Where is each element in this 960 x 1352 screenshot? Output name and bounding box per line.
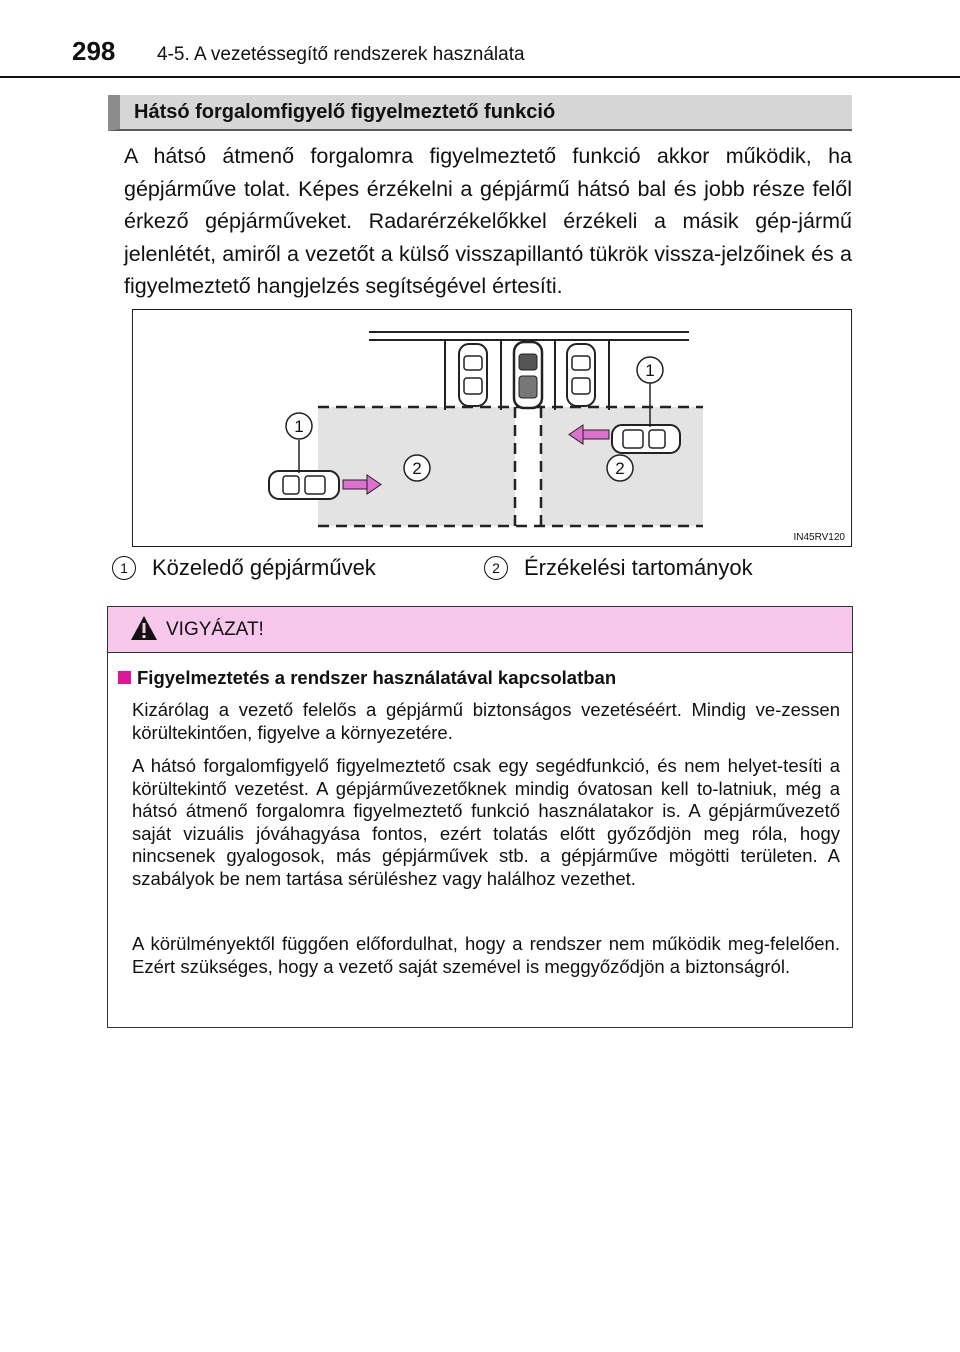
callout-1-left: 1: [294, 417, 304, 436]
warning-paragraph-1: Kizárólag a vezető felelős a gépjármű biztonságos vezetéséért. Mindig ve-zessen körültekintően, figyelve a környezetére.: [132, 699, 840, 743]
legend-item-1: [112, 555, 376, 581]
warning-box: [107, 606, 853, 1028]
rear-cross-traffic-diagram: [132, 309, 852, 547]
callout-2-right: 2: [615, 459, 625, 478]
warning-heading: [118, 667, 616, 689]
approaching-car-right: [612, 425, 680, 453]
chapter-title: 4-5. A vezetéssegítő rendszerek használata: [157, 44, 525, 65]
warning-triangle-icon: [130, 615, 158, 641]
diagram-svg: [133, 310, 853, 548]
warning-paragraph-2: A hátsó forgalomfigyelő figyelmeztető csak egy segédfunkció, és nem helyet-tesíti a körültekintő vezetést. A gépjárművezetőknek mindig óvatosan kell to-latniuk, még a hátsó átmenő forgalomra figyelmeztető funkció használatakor is. A gépjárművezető saját vizuális jóváhagyása fontos, ezért tolatás előtt győződjön meg róla, hogy nincsenek gyalogosok, más gépjárművek stb. a gépjárműve mögötti területen. A szabályok be nem tartása sérüléshez vagy halálhoz vezethet.: [132, 755, 840, 889]
legend-num-1: 1: [112, 556, 136, 580]
reversing-car: [514, 342, 542, 408]
warning-label: VIGYÁZAT!: [166, 619, 264, 640]
warning-paragraph-3: A körülményektől függően előfordulhat, hogy a rendszer nem működik meg-felelően. Ezért szükséges, hogy a vezető saját szemével is meggyőződjön a biztonságról.: [132, 933, 840, 977]
legend-num-2: 2: [484, 556, 508, 580]
parked-car-1: [459, 344, 487, 406]
callout-1-right: 1: [645, 361, 655, 380]
parked-car-2: [567, 344, 595, 406]
legend-item-2: [484, 555, 753, 581]
callout-2-left: 2: [412, 459, 422, 478]
header-rule: [0, 76, 960, 78]
warning-header: [108, 607, 852, 653]
legend-label-2: Érzékelési tartományok: [524, 555, 753, 580]
legend-label-1: Közeledő gépjárművek: [152, 555, 376, 580]
bullet-square-icon: [118, 671, 131, 684]
page-number: 298: [72, 36, 116, 66]
section-title: Hátsó forgalomfigyelő figyelmeztető funkció: [134, 101, 556, 123]
figure-code: IN45RV120: [793, 532, 845, 543]
intro-paragraph: A hátsó átmenő forgalomra figyelmeztető funkció akkor működik, ha gépjárműve tolat. Képes érzékelni a gépjármű hátsó bal és jobb része felől érkező gépjárműveket. Radarérzékelőkkel érzékeli a másik gép-jármű jelenlétét, amiről a vezetőt a külső visszapillantó tükrök vissza-jelzőinek és a figyelmeztető hangjelzés segítségével értesíti.: [124, 144, 852, 298]
approaching-car-left: [269, 471, 339, 499]
warning-heading-text: Figyelmeztetés a rendszer használatával kapcsolatban: [137, 667, 617, 688]
section-heading-bar: [108, 95, 852, 131]
